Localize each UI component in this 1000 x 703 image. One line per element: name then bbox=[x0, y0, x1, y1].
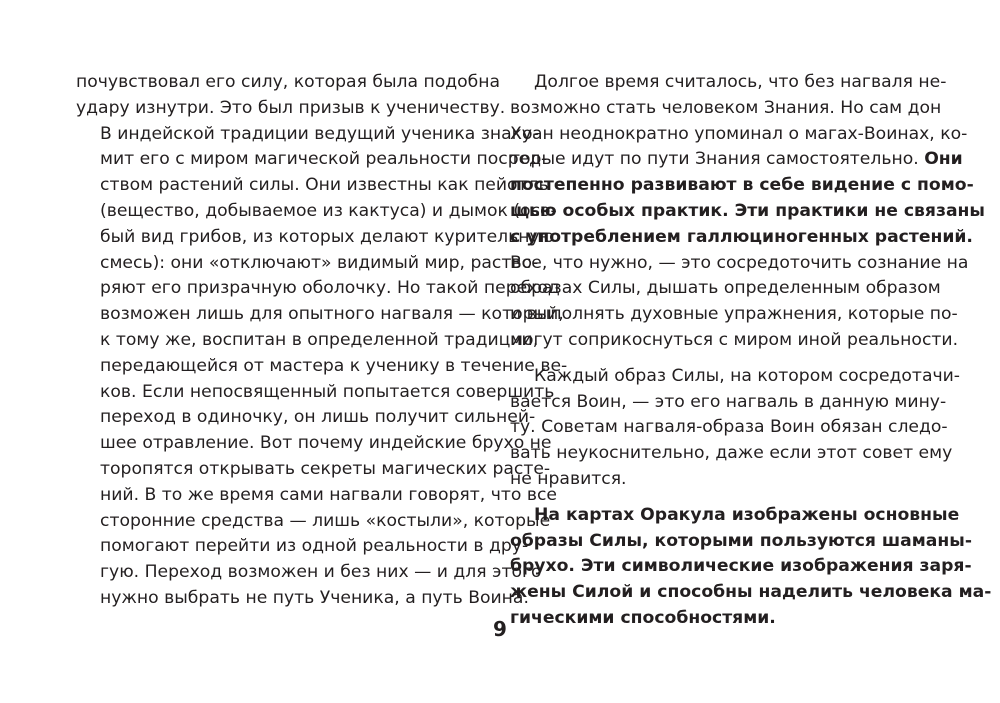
bold-text-segment: с употреблением галлюциногенных растений. bbox=[510, 226, 973, 247]
left-column bbox=[76, 70, 568, 612]
paragraph bbox=[76, 122, 568, 612]
text-line: передающейся от мастера к ученику в течение ве- bbox=[100, 355, 568, 376]
paragraph bbox=[76, 70, 506, 122]
text-line: возможно стать человеком Знания. Но сам дон bbox=[510, 97, 942, 118]
text-line: бый вид грибов, из которых делают курительную bbox=[100, 226, 555, 247]
text-line: возможен лишь для опытного нагваля — который, bbox=[100, 304, 564, 325]
right-column bbox=[510, 70, 992, 632]
text-line: В индейской традиции ведущий ученика знако- bbox=[100, 123, 539, 144]
bold-text-line bbox=[510, 199, 985, 225]
text-line: шее отравление. Вот почему индейские брухо не bbox=[100, 433, 552, 454]
bold-text-line bbox=[510, 580, 992, 606]
text-line: ков. Если непосвященный попытается совершить bbox=[100, 381, 555, 402]
text-line: вать неукоснительно, даже если этот совет ему bbox=[510, 443, 953, 464]
text-line: почувствовал его силу, которая была подобна bbox=[76, 72, 501, 92]
text-line: ний. В то же время сами нагвали говорят, что все bbox=[100, 484, 557, 505]
bold-text-line bbox=[510, 225, 973, 251]
text-line: ряют его призрачную оболочку. Но такой переход bbox=[100, 278, 560, 299]
bold-text-line bbox=[510, 529, 972, 555]
text-line: удару изнутри. Это был призыв к ученичеству. bbox=[76, 97, 506, 118]
text-line: Долгое время считалось, что без нагваля не- bbox=[534, 72, 947, 92]
bold-text-segment: гическими способностями. bbox=[510, 607, 776, 628]
text-line: образах Силы, дышать определенным образом bbox=[510, 278, 941, 299]
bold-text-segment: жены Силой и способны наделить человека ма- bbox=[510, 582, 992, 603]
text-line: Все, что нужно, — это сосредоточить сознание на bbox=[510, 252, 969, 273]
paragraph bbox=[510, 70, 985, 354]
text-line: сторонние средства — лишь «костыли», которые bbox=[100, 510, 551, 531]
text-line: не нравится. bbox=[510, 468, 627, 489]
bold-text-segment: На картах Оракула изображены основные bbox=[534, 504, 960, 525]
text-line: нужно выбрать не путь Ученика, а путь Воина. bbox=[100, 587, 529, 608]
text-line: к тому же, воспитан в определенной традиции, bbox=[100, 329, 539, 350]
bold-text-line bbox=[510, 173, 974, 199]
bold-text-line bbox=[510, 503, 960, 529]
text-line: ством растений силы. Они известны как пейотль bbox=[100, 175, 549, 196]
text-line: мит его с миром магической реальности посред- bbox=[100, 149, 548, 170]
bold-text-segment: образы Силы, которыми пользуются шаманы- bbox=[510, 530, 972, 551]
text-line: Хуан неоднократно упоминал о магах-Воинах, ко- bbox=[510, 123, 968, 144]
page-number: 9 bbox=[493, 617, 507, 641]
bold-paragraph bbox=[510, 503, 992, 632]
text-line: могут соприкоснуться с миром иной реальности. bbox=[510, 329, 959, 350]
text-line: гую. Переход возможен и без них — и для этого bbox=[100, 562, 542, 583]
text-line: Каждый образ Силы, на котором сосредотачи- bbox=[534, 365, 961, 386]
text-line: ту. Советам нагваля-образа Воин обязан следо- bbox=[510, 417, 948, 438]
text-line: вается Воин, — это его нагваль в данную мину- bbox=[510, 391, 947, 412]
bold-text-segment: щью особых практик. Эти практики не связаны bbox=[510, 200, 985, 221]
text-line: торопятся открывать секреты магических расте- bbox=[100, 458, 551, 479]
text-segment: торые идут по пути Знания самостоятельно. bbox=[510, 149, 925, 170]
bold-text-segment: брухо. Эти символические изображения заря- bbox=[510, 556, 972, 577]
text-line: переход в одиночку, он лишь получит сильней- bbox=[100, 407, 536, 428]
text-line: помогают перейти из одной реальности в дру- bbox=[100, 536, 529, 557]
bold-text-segment: постепенно развивают в себе видение с помо- bbox=[510, 175, 974, 196]
text-line: (вещество, добываемое из кактуса) и дымок (осо- bbox=[100, 200, 557, 221]
bold-text-line bbox=[510, 554, 972, 580]
text-line: и выполнять духовные упражнения, которые по- bbox=[510, 304, 958, 325]
text-line: смесь): они «отключают» видимый мир, раство- bbox=[100, 252, 539, 273]
text-line bbox=[510, 147, 963, 173]
paragraph bbox=[510, 364, 961, 493]
bold-text-segment: Они bbox=[924, 149, 963, 170]
